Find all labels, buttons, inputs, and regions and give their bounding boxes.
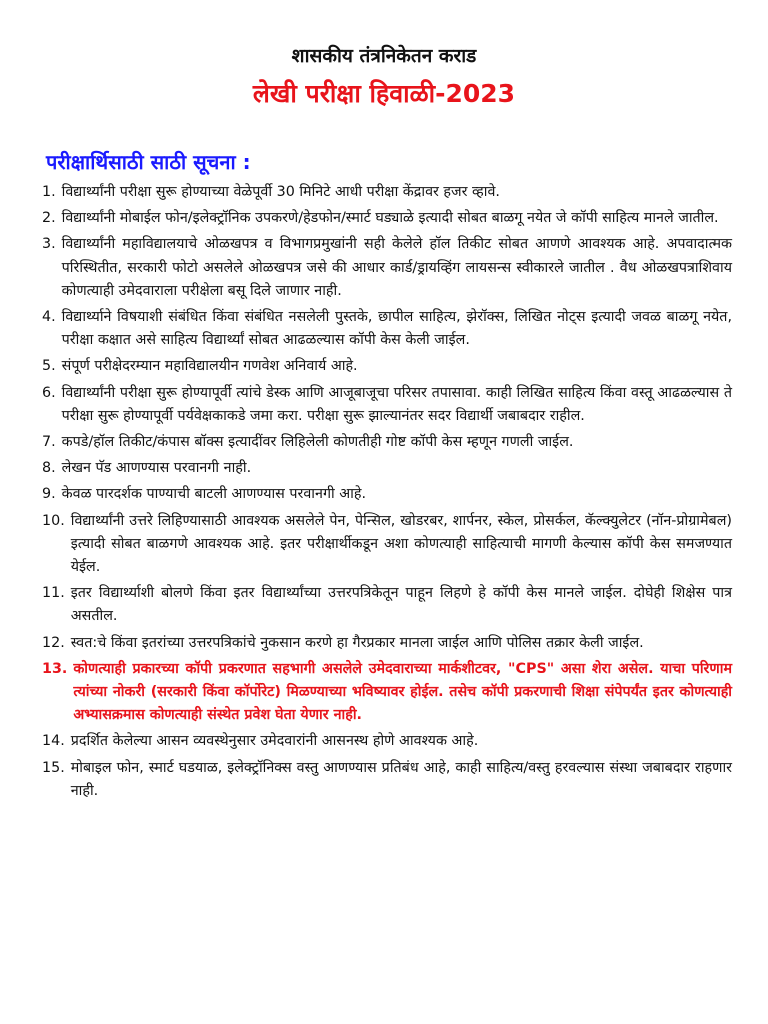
- instruction-number: 14.: [42, 733, 65, 750]
- instruction-number: 15.: [42, 759, 65, 776]
- instruction-text: विद्यार्थ्यांनी महाविद्यालयाचे ओळखपत्र व विभागप्रमुखांनी सही केलेले हॉल तिकीट सोबत आणणे आवश्यक आहे. अपवादात्मक परिस्थितीत, सरकारी फोटो असलेले ओळखपत्र जसे की आधार कार्ड/ड्रायव्हिंग लायसन्स स्वीकारले जातील . वैध ओळखपत्राशिवाय कोणत्याही उमेदवाराला परीक्षेला बसू दिले जाणार नाही.: [61, 236, 732, 299]
- instruction-number: 5.: [42, 358, 56, 375]
- instruction-item-13-warning: [42, 658, 732, 728]
- instruction-number: 2.: [42, 210, 56, 227]
- instruction-number: 7.: [42, 434, 56, 451]
- instruction-item-5: [42, 355, 732, 378]
- instruction-number: 11.: [42, 585, 65, 602]
- instruction-number: 8.: [42, 460, 56, 477]
- exam-title: लेखी परीक्षा हिवाळी-2023: [252, 79, 516, 108]
- instructions-list: [42, 181, 732, 806]
- instruction-text: स्वत:चे किंवा इतरांच्या उत्तरपत्रिकांचे नुकसान करणे हा गैरप्रकार मानला जाईल आणि पोलिस तक्रार केली जाईल.: [70, 634, 644, 651]
- instruction-item-2: [42, 207, 732, 230]
- institute-name: शासकीय तंत्रनिकेतन कराड: [291, 45, 477, 67]
- instruction-item-10: [42, 510, 732, 580]
- instruction-item-8: [42, 457, 732, 480]
- instruction-item-14: [42, 730, 732, 753]
- instruction-number: 6.: [42, 384, 56, 401]
- instruction-number: 9.: [42, 486, 56, 503]
- instructions-heading: परीक्षार्थिसाठी साठी सूचना :: [46, 150, 251, 174]
- instruction-number: 10.: [42, 512, 65, 529]
- instruction-text: संपूर्ण परीक्षेदरम्यान महाविद्यालयीन गणवेश अनिवार्य आहे.: [61, 358, 358, 375]
- instruction-number: 3.: [42, 236, 56, 253]
- instruction-item-3: [42, 233, 732, 303]
- instruction-text: प्रदर्शित केलेल्या आसन व्यवस्थेनुसार उमेदवारांनी आसनस्थ होणे आवश्यक आहे.: [70, 733, 479, 750]
- instruction-text: कोणत्याही प्रकारच्या कॉपी प्रकरणात सहभागी असलेले उमेदवाराच्या मार्कशीटवर, "CPS" असा शेरा असेल. याचा परिणाम त्यांच्या नोकरी (सरकारी किंवा कॉर्पोरेट) मिळण्याच्या भविष्यावर होईल. तसेच कॉपी प्रकरणाची शिक्षा संपेपर्यंत इतर कोणत्याही अभ्यासक्रमास कोणत्याही संस्थेत प्रवेश घेता येणार नाही.: [73, 660, 732, 724]
- instruction-item-7: [42, 431, 732, 454]
- instruction-item-11: [42, 582, 732, 628]
- instruction-number: 12.: [42, 634, 65, 651]
- instruction-text: विद्यार्थ्यांनी परीक्षा सुरू होण्यापूर्वी त्यांचे डेस्क आणि आजूबाजूचा परिसर तपासावा. काही लिखित साहित्य किंवा वस्तू आढळल्यास ते परीक्षा सुरू होण्यापूर्वी पर्यवेक्षकाकडे जमा करा. परीक्षा सुरू झाल्यानंतर सदर विद्यार्थी जबाबदार राहील.: [61, 384, 732, 424]
- instruction-item-15: [42, 757, 732, 803]
- instruction-text: लेखन पॅड आणण्यास परवानगी नाही.: [61, 460, 252, 477]
- instruction-text: कपडे/हॉल तिकीट/कंपास बॉक्स इत्यादींवर लिहिलेली कोणतीही गोष्ट कॉपी केस म्हणून गणली जाईल.: [61, 434, 574, 451]
- instruction-item-1: [42, 181, 732, 204]
- instruction-number: 4.: [42, 309, 56, 326]
- instruction-item-4: [42, 306, 732, 352]
- instruction-number: 13.: [42, 660, 68, 677]
- instruction-item-9: [42, 483, 732, 506]
- instruction-text: विद्यार्थ्यांनी मोबाईल फोन/इलेक्ट्रॉनिक उपकरणे/हेडफोन/स्मार्ट घड्याळे इत्यादी सोबत बाळगू नयेत जे कॉपी साहित्य मानले जातील.: [61, 210, 719, 227]
- instruction-text: इतर विद्यार्थ्याशी बोलणे किंवा इतर विद्यार्थ्यांच्या उत्तरपत्रिकेतून पाहून लिहणे हे कॉपी केस मानले जाईल. दोघेही शिक्षेस पात्र असतील.: [70, 585, 732, 625]
- instruction-item-6: [42, 382, 732, 428]
- instruction-text: केवळ पारदर्शक पाण्याची बाटली आणण्यास परवानगी आहे.: [61, 486, 366, 503]
- instruction-number: 1.: [42, 184, 56, 200]
- instruction-text: विद्यार्थ्याने विषयाशी संबंधित किंवा संबंधित नसलेली पुस्तके, छापील साहित्य, झेरॉक्स, लिखित नोट्स इत्यादी जवळ बाळगू नयेत, परीक्षा कक्षात असे साहित्य विद्यार्थ्यां सोबत आढळल्यास कॉपी केस केली जाईल.: [61, 309, 732, 349]
- instruction-text: मोबाइल फोन, स्मार्ट घडयाळ, इलेक्ट्रॉनिक्स वस्तु आणण्यास प्रतिबंध आहे, काही साहित्य/वस्तु हरवल्यास संस्था जबाबदार राहणार नाही.: [70, 759, 732, 799]
- instruction-item-12: [42, 632, 732, 655]
- instruction-text: विद्यार्थ्यांनी उत्तरे लिहिण्यासाठी आवश्यक असलेले पेन, पेन्सिल, खोडरबर, शार्पनर, स्केल, प्रोसर्कल, कॅल्क्युलेटर (नॉन-प्रोग्रामेबल) इत्यादी सोबत बाळगणे आवश्यक आहे. इतर परीक्षार्थीकडून अशा कोणत्याही साहित्याची मागणी केल्यास कॉपी केस समजण्यात येईल.: [70, 512, 732, 576]
- instruction-text: विद्यार्थ्यांनी परीक्षा सुरू होण्याच्या वेळेपूर्वी 30 मिनिटे आधी परीक्षा केंद्रावर हजर व्हावे.: [61, 184, 500, 200]
